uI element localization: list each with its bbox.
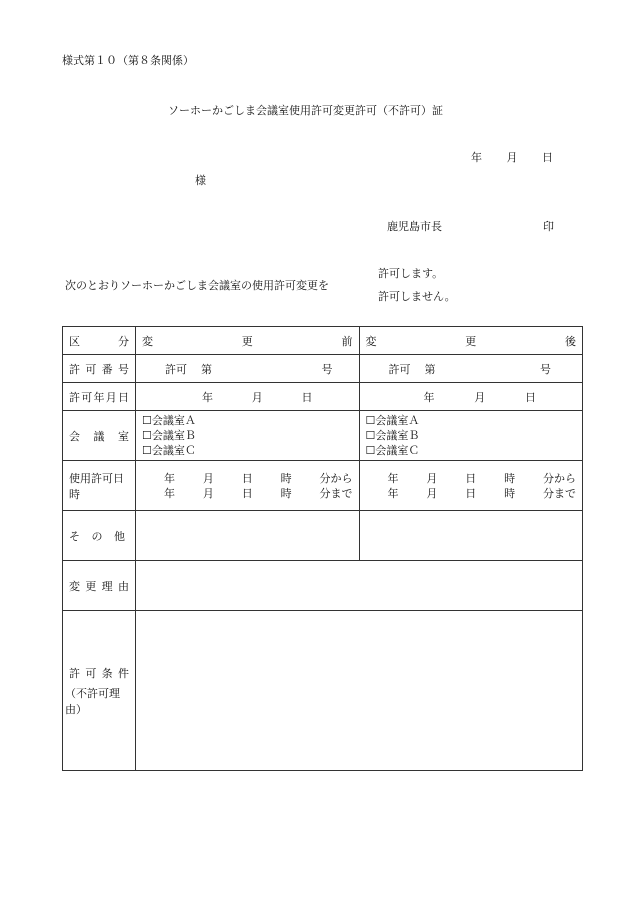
date-day: 日: [301, 390, 313, 404]
room-option-a-after[interactable]: ☐会議室Ａ: [365, 414, 420, 427]
label-char: 号: [117, 362, 129, 376]
header-before-cell: [136, 327, 360, 355]
conditions-row: [63, 611, 583, 771]
other-row: [63, 511, 583, 561]
document-title: ソーホーかごしま会議室使用許可変更許可（不許可）証: [168, 104, 443, 117]
permit-dai: 第: [424, 362, 436, 376]
form-number: 様式第１０（第８条関係）: [62, 54, 194, 67]
from-minute: 分から: [543, 471, 576, 485]
to-year: 年: [387, 486, 399, 500]
header-row: [63, 327, 583, 355]
label-char: 室: [118, 429, 129, 443]
label-char: 分: [118, 334, 129, 348]
header-char: 更: [241, 334, 253, 348]
usage-period-before[interactable]: [136, 461, 360, 511]
from-hour: 時: [504, 471, 516, 485]
label-char: 件: [117, 666, 129, 680]
usage-period-after[interactable]: [359, 461, 583, 511]
date-year: 年: [471, 151, 482, 164]
permit-go: 号: [540, 362, 551, 376]
room-option-c-after[interactable]: ☐会議室Ｃ: [365, 444, 420, 457]
permit-number-label: [63, 355, 136, 383]
to-minute: 分まで: [319, 486, 353, 500]
permit-number-row: [63, 355, 583, 383]
label-char: 番: [101, 362, 113, 376]
to-month: 月: [202, 486, 214, 500]
to-day: 日: [465, 486, 477, 500]
date-line: [471, 149, 553, 165]
other-after[interactable]: [359, 511, 583, 561]
reason-field[interactable]: [136, 561, 583, 611]
seal-mark: 印: [543, 220, 554, 233]
room-after: [359, 411, 583, 461]
reason-row: [63, 561, 583, 611]
label-char: 可: [85, 666, 97, 680]
from-day: 日: [465, 471, 477, 485]
permit-date-after[interactable]: [359, 383, 583, 411]
permit-date-row: [63, 383, 583, 411]
label-char: 議: [93, 429, 105, 443]
change-permit-table: [62, 326, 583, 771]
date-day: 日: [542, 151, 553, 164]
to-minute: 分まで: [543, 486, 576, 500]
permit-dai: 第: [201, 362, 212, 376]
label-char: 会: [69, 429, 80, 443]
to-year: 年: [164, 486, 175, 500]
label-char: 理: [101, 579, 113, 593]
label-char: 月: [105, 390, 117, 404]
from-hour: 時: [280, 471, 292, 485]
label-char: 可: [81, 390, 93, 404]
label-char: 許: [69, 362, 80, 376]
date-day: 日: [525, 390, 536, 404]
from-year: 年: [164, 471, 175, 485]
to-day: 日: [241, 486, 253, 500]
usage-period-label: 使用許可日時: [63, 461, 136, 511]
label-char: 区: [69, 334, 80, 348]
addressee-suffix: 様: [195, 174, 206, 187]
date-month: 月: [251, 390, 263, 404]
reason-label: [63, 561, 136, 611]
label-char: 可: [85, 362, 97, 376]
header-char: 前: [341, 334, 353, 348]
label-char: の: [91, 529, 103, 543]
label-char: 変: [69, 579, 80, 593]
to-hour: 時: [280, 486, 292, 500]
statement-option-deny: 許可しません。: [378, 290, 456, 303]
from-month: 月: [202, 471, 214, 485]
permit-word: 許可: [165, 362, 187, 376]
label-char: 許: [69, 666, 80, 680]
from-minute: 分から: [319, 471, 353, 485]
header-label-cell: [63, 327, 136, 355]
header-char: 後: [565, 334, 576, 348]
to-hour: 時: [504, 486, 516, 500]
other-label: [63, 511, 136, 561]
other-before[interactable]: [136, 511, 360, 561]
header-char: 変: [142, 334, 153, 348]
room-label: [63, 411, 136, 461]
statement-option-approve: 許可します。: [378, 267, 444, 280]
room-option-b-after[interactable]: ☐会議室Ｂ: [365, 429, 420, 442]
permit-number-after[interactable]: [359, 355, 583, 383]
usage-period-row: [63, 461, 583, 511]
room-option-a-before[interactable]: ☐会議室Ａ: [142, 414, 196, 427]
header-char: 変: [365, 334, 377, 348]
label-char: 条: [101, 666, 113, 680]
from-month: 月: [426, 471, 438, 485]
date-month: 月: [506, 151, 518, 164]
permit-date-label: [63, 383, 136, 411]
label-char: 更: [85, 579, 97, 593]
label-char: 日: [118, 390, 129, 404]
room-row: [63, 411, 583, 461]
date-year: 年: [202, 390, 213, 404]
permit-go: 号: [321, 362, 333, 376]
from-year: 年: [387, 471, 399, 485]
room-option-b-before[interactable]: ☐会議室Ｂ: [142, 429, 196, 442]
conditions-field[interactable]: [136, 611, 583, 771]
statement-text: 次のとおりソーホーかごしま会議室の使用許可変更を: [65, 279, 329, 292]
to-month: 月: [426, 486, 438, 500]
date-year: 年: [423, 390, 435, 404]
from-day: 日: [241, 471, 253, 485]
label-char: 許: [69, 390, 80, 404]
room-option-c-before[interactable]: ☐会議室Ｃ: [142, 444, 196, 457]
label-char: 由: [117, 579, 129, 593]
header-after-cell: [359, 327, 583, 355]
permit-word: 許可: [388, 362, 411, 376]
conditions-label: [63, 611, 136, 771]
header-char: 更: [465, 334, 477, 348]
conditions-sublabel: （不許可理由）: [65, 686, 120, 716]
permit-number-before[interactable]: [136, 355, 360, 383]
label-char: 他: [114, 529, 125, 543]
issuer-name: 鹿児島市長: [387, 220, 442, 233]
date-month: 月: [474, 390, 486, 404]
label-char: そ: [69, 529, 80, 543]
permit-date-before[interactable]: [136, 383, 360, 411]
label-char: 年: [93, 390, 105, 404]
room-before: [136, 411, 360, 461]
